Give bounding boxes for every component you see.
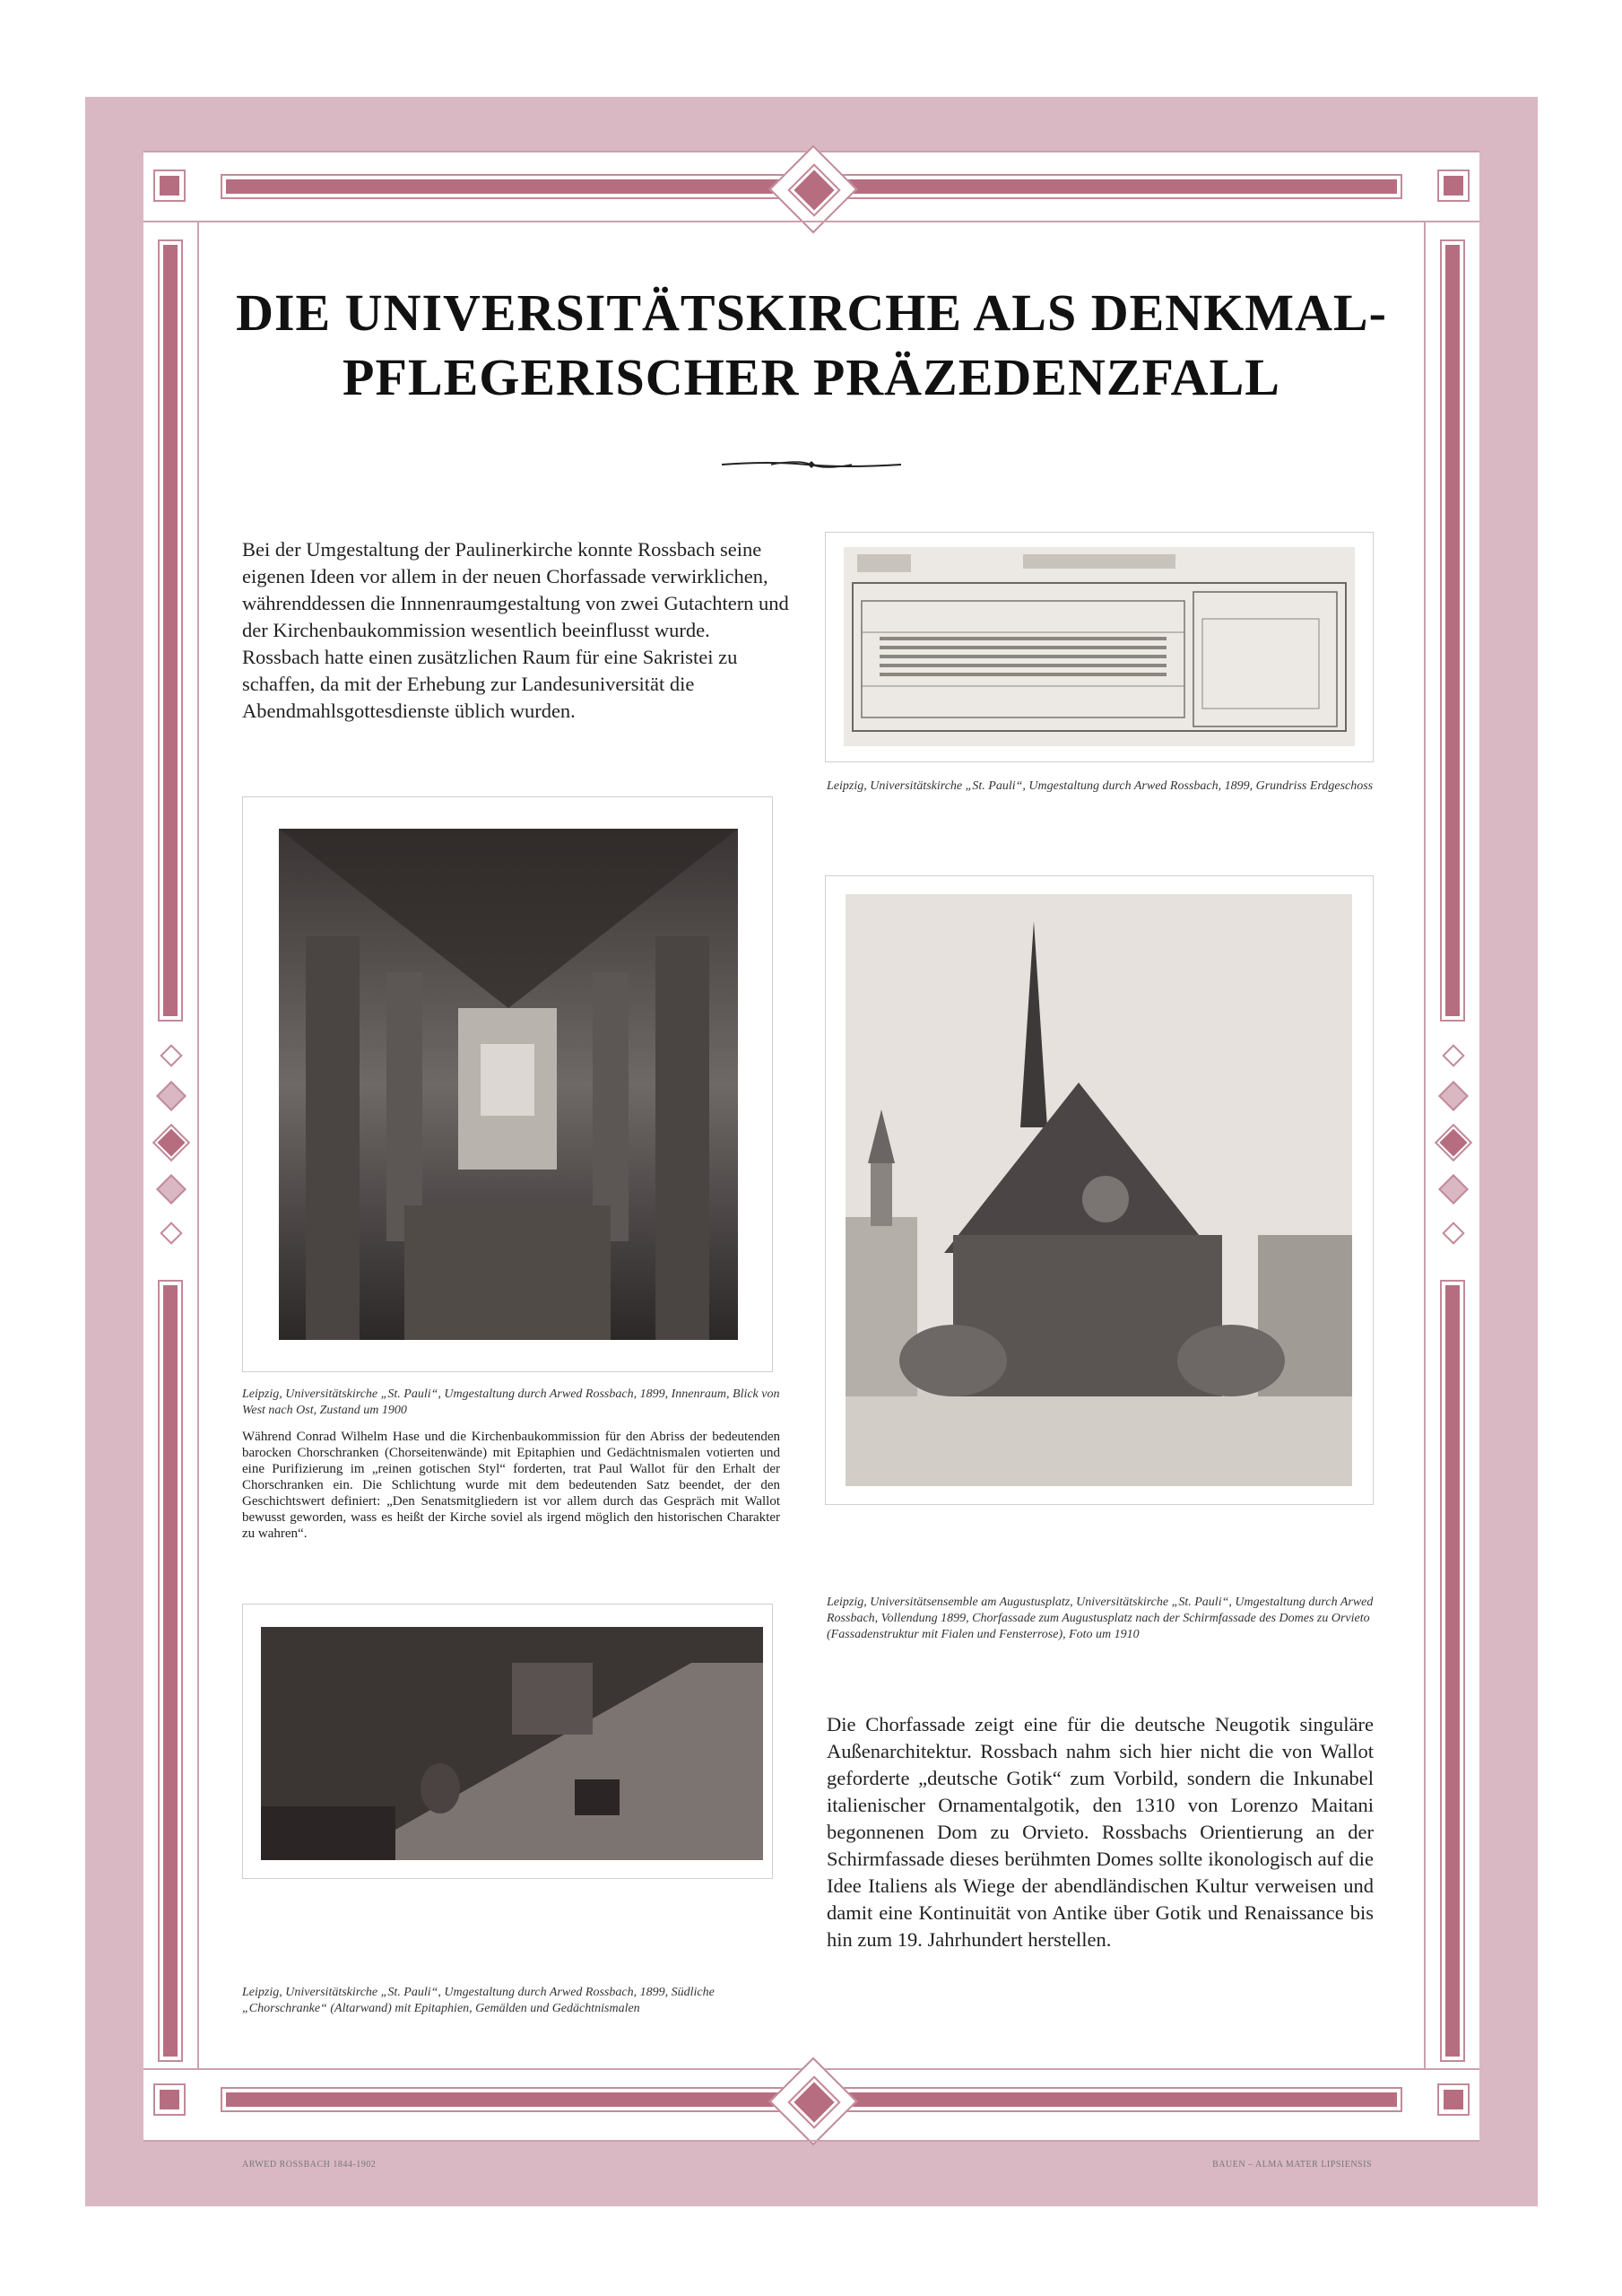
plan-image-frame [825,532,1374,762]
diamond-left-4 [156,1174,186,1205]
frame-bar-left-lower [163,1285,178,2057]
frame-bar-left-upper [163,245,178,1016]
corner-square-bl [160,2090,179,2109]
floor-plan-image [844,547,1355,746]
facade-caption: Leipzig, Universitätsensemble am Augustusplatz, Universitätskirche „St. Pauli“, Umgestaltung durch Arwed Rossbach, Vollendung 1899, Chorfassade zum Augustusplatz nach der Schirmfassade des Domes zu Orvieto (Fassadenstruktur mit Fialen und Fensterrose), Foto um 1910 [827,1596,1374,1641]
page-title [229,281,1394,410]
diamond-small-right-1 [1442,1044,1464,1066]
right-text: Die Chorfassade zeigt eine für die deutsche Neugotik singuläre Außenarchitektur. Rossbach nahm sich hier nicht die von Wallot geforderte „deutsche Gotik“ zum Vorbild, sondern die Inkunabel italienischer Ornamentalgotik, den 1310 von Lorenzo Maitani begonnenen Dom zu Orvieto. Rossbachs Orientierung an der Schirmfassade dieses berühmten Domes sollte ikonologisch auf die Idee Italiens als Wiege der abendländischen Kultur verweisen und damit eine Kontinuität von Antike über Gotik und Renaissance bis hin zum 19. Jahrhundert herstellen. [827,1713,1374,1951]
frame-bar-right-upper [1445,245,1460,1016]
church-interior-photo [279,829,738,1340]
poster-panel [143,151,1479,2170]
intro-paragraph-1: Bei der Umgestaltung der Paulinerkirche konnte Rossbach seine eigenen Ideen vor allem in der neuen Chorfassade verwirklichen, währenddessen die Innnenraumgestaltung von zwei Gutachtern und der Kirchenbaukommission wesentlich beeinflusst wurde. [242,538,789,641]
facade-image-frame [825,875,1374,1505]
poster-frame [85,97,1538,2206]
interior-caption: Leipzig, Universitätskirche „St. Pauli“, Umgestaltung durch Arwed Rossbach, 1899, Innenraum, Blick von West nach Ost, Zustand um 1900 [242,1387,780,1417]
frame-bar-top-left [226,179,782,194]
frame-line-left [197,221,199,2068]
church-facade-photo [846,894,1352,1486]
footer-left: ARWED ROSSBACH 1844-1902 [242,2160,377,2170]
altar-caption: Leipzig, Universitätskirche „St. Pauli“, Umgestaltung durch Arwed Rossbach, 1899, Südliche „Chorschranke“ (Altarwand) mit Epitaphien, Gemälden und Gedächtnismalen [242,1986,715,2015]
altar-wall-photo [261,1627,763,1860]
diamond-small-left-1 [160,1044,182,1066]
frame-bar-bottom-right [841,2092,1397,2107]
plan-caption: Leipzig, Universitätskirche „St. Pauli“, Umgestaltung durch Arwed Rossbach, 1899, Grundriss Erdgeschoss [827,779,1374,793]
diamond-left-center [155,1126,188,1160]
corner-square-tr [1444,176,1463,196]
corner-square-tl [160,176,179,196]
frame-bar-right-lower [1445,1285,1460,2057]
frame-bar-top-right [841,179,1397,194]
diamond-right-center [1437,1126,1470,1160]
intro-text [242,536,798,725]
diamond-small-left-5 [160,1222,182,1244]
diamond-right-4 [1438,1174,1469,1205]
frame-bar-bottom-left [226,2092,782,2107]
title-line-2: PFLEGERISCHER PRÄZEDENZFALL [343,348,1280,406]
title-flourish [717,456,906,474]
frame-line-right [1424,221,1426,2068]
altar-image-frame [242,1604,773,1879]
title-line-1: DIE UNIVERSITÄTSKIRCHE ALS DENKMAL- [236,283,1387,342]
corner-square-br [1444,2090,1463,2109]
interior-image-frame [242,796,773,1372]
frame-line-top-inner [143,221,1479,222]
intro-paragraph-2: Rossbach hatte einen zusätzlichen Raum für eine Sakristei zu schaffen, da mit der Erhebung zur Landesuniversität die Abendmahlsgottesdienste üblich wurden. [242,646,738,722]
diamond-right-2 [1438,1081,1469,1111]
diamond-small-right-5 [1442,1222,1464,1244]
diamond-left-2 [156,1081,186,1111]
footer-right: BAUEN – ALMA MATER LIPSIENSIS [1212,2160,1372,2170]
frame-line-bottom [143,2140,1479,2142]
middle-text: Während Conrad Wilhelm Hase und die Kirchenbaukommission für den Abriss der bedeutenden barocken Chorschranken (Chorseitenwände) mit Epitaphien und Gedächtnismalen votierten und eine Purifizierung im „reinen gotischen Styl“ forderten, trat Paul Wallot für den Erhalt der Chorschranken ein. Die Schlichtung wurde mit dem bedeutenden Satz beendet, der den Geschichtswert definiert: „Den Senatsmitgliedern ist vor allem durch das Gespräch mit Wallot bewusst geworden, wass es heißt der Kirche soviel als irgend möglich den historischen Charakter zu wahren“. [242,1430,780,1541]
